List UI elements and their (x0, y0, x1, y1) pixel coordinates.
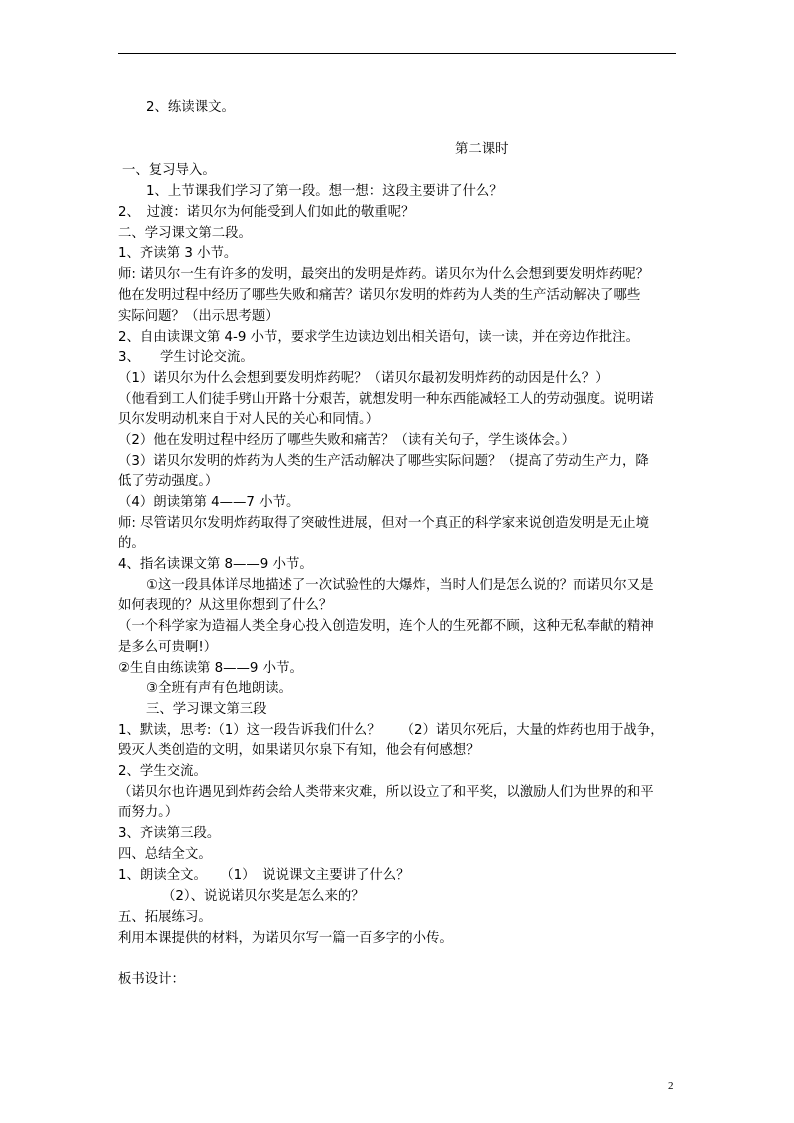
text-line: 师: 尽管诺贝尔发明炸药取得了突破性进展，但对一个真正的科学家来说创造发明是无止境 (118, 516, 649, 531)
text-line: （2）他在发明过程中经历了哪些失败和痛苦？（读有关句子，学生谈体会。） (118, 433, 576, 448)
text-line: （一个科学家为造福人类全身心投入创造发明，连个人的生死都不顾，这种无私奉献的精神 (118, 619, 654, 634)
text-line: 贝尔发明动机来自于对人民的关心和同情。） (118, 412, 380, 427)
text-line: 实际问题？（出示思考题） (118, 309, 279, 324)
text-line: （1）诺贝尔为什么会想到要发明炸药呢？（诺贝尔最初发明炸药的动因是什么？） (118, 371, 609, 386)
text-line: 师: 诺贝尔一生有许多的发明，最突出的发明是炸药。诺贝尔为什么会想到要发明炸药呢？ (118, 267, 649, 282)
text-line: ①这一段具体详尽地描述了一次试验性的大爆炸，当时人们是怎么说的？而诺贝尔又是 (146, 578, 654, 593)
text-line: 4、指名读课文第 8——9 小节。 (118, 557, 313, 572)
text-line: 2、 过渡：诺贝尔为何能受到人们如此的敬重呢？ (118, 205, 415, 220)
text-line: 他在发明过程中经历了哪些失败和痛苦？诺贝尔发明的炸药为人类的生产活动解决了哪些 (118, 288, 641, 303)
text-line: 板书设计： (118, 972, 185, 987)
text-line: 2、自由读课文第 4-9 小节，要求学生边读边划出相关语句，读一读，并在旁边作批注。 (118, 330, 639, 345)
text-line: （4）朗读第第 4——7 小节。 (118, 495, 300, 510)
text-line: ②生自由练读第 8——9 小节。 (118, 661, 303, 676)
section-title: 第二课时 (455, 142, 509, 157)
text-line: 二、学习课文第二段。 (118, 226, 252, 241)
text-line: 1、齐读第 3 小节。 (118, 246, 238, 261)
text-line: 五、拓展练习。 (118, 910, 212, 925)
text-line: 的。 (118, 536, 145, 551)
text-line: 三、学习课文第三段 (146, 702, 267, 717)
text-line: 四、总结全文。 (118, 847, 212, 862)
text-line: 如何表现的？从这里你想到了什么？ (118, 598, 333, 613)
page-number: 2 (668, 1080, 674, 1092)
text-line: 3、 学生讨论交流。 (118, 350, 254, 365)
text-line: （3）诺贝尔发明的炸药为人类的生产活动解决了哪些实际问题？（提高了劳动生产力，降 (118, 454, 649, 469)
text-line: 1、朗读全文。 （1） 说说课文主要讲了什么？ (118, 868, 410, 883)
text-line: 低了劳动强度。） (118, 474, 219, 489)
text-line: 2、学生交流。 (118, 764, 207, 779)
text-line: （他看到工人们徒手劈山开路十分艰苦，就想发明一种东西能减轻工人的劳动强度。说明诺 (118, 392, 654, 407)
text-line: 是多么可贵啊!） (118, 640, 218, 655)
text-line: （2）、说说诺贝尔奖是怎么来的？ (162, 889, 365, 904)
text-line: 一、复习导入。 (122, 163, 216, 178)
text-line: 1、上节课我们学习了第一段。想一想：这段主要讲了什么？ (146, 184, 503, 199)
text-line: （诺贝尔也许遇见到炸药会给人类带来灾难，所以设立了和平奖，以激励人们为世界的和平 (118, 785, 654, 800)
text-line: 利用本课提供的材料，为诺贝尔写一篇一百多字的小传。 (118, 931, 453, 946)
text-line: ③全班有声有色地朗读。 (146, 681, 292, 696)
text-line: 3、齐读第三段。 (118, 826, 221, 841)
header-rule (118, 53, 676, 54)
text-line: 1、默读，思考:（1）这一段告诉我们什么？ （2）诺贝尔死后，大量的炸药也用于战争， (118, 723, 664, 738)
text-line: 2、练读课文。 (146, 100, 235, 115)
text-line: 毁灭人类创造的文明，如果诺贝尔泉下有知，他会有何感想？ (118, 743, 480, 758)
text-line: 而努力。） (118, 805, 179, 820)
